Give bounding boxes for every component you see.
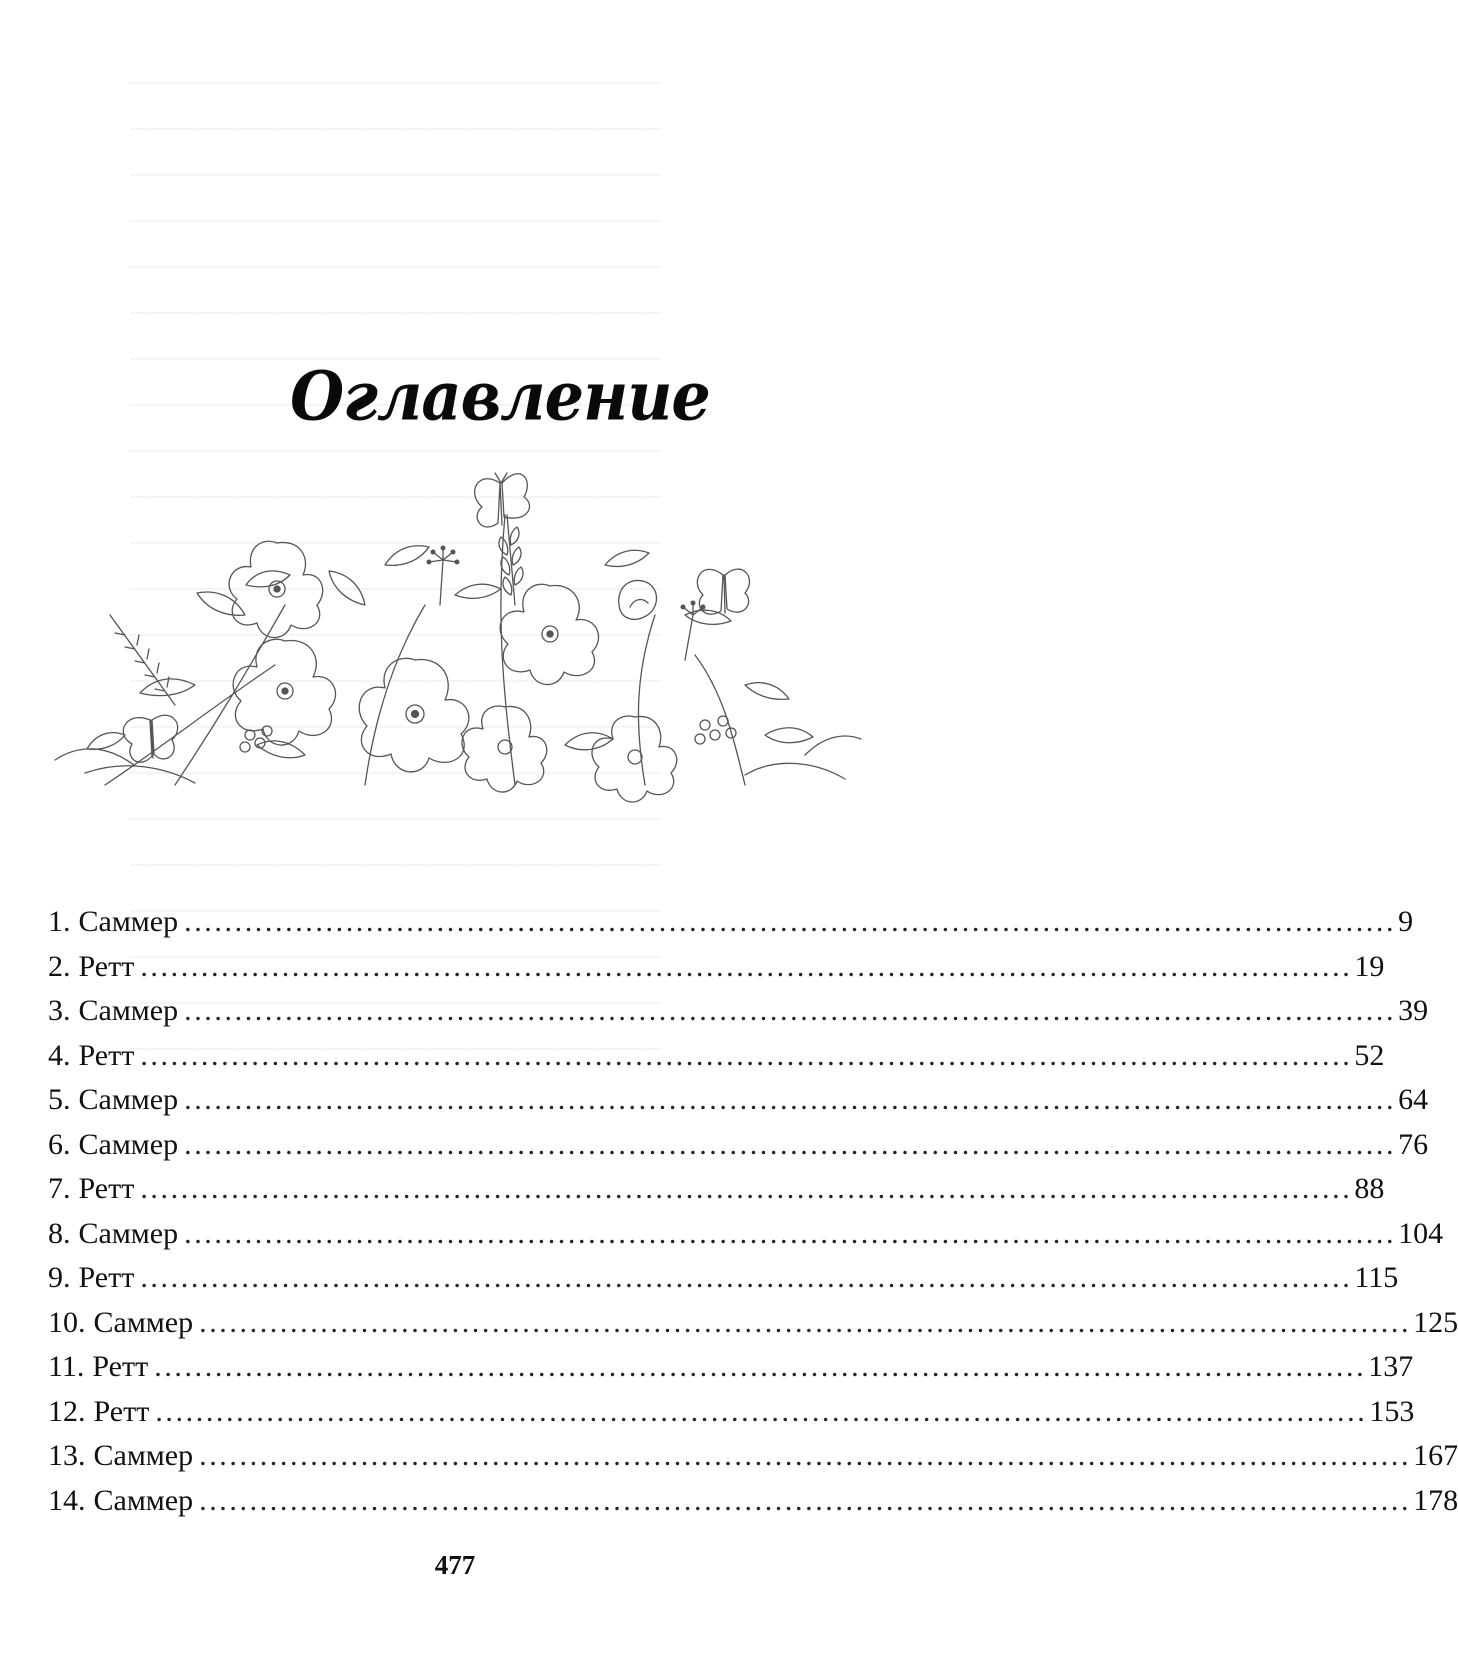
- toc-entry-title: Саммер: [78, 1083, 179, 1116]
- toc-entry: [48, 1439, 1458, 1484]
- dot-leader: ........................................................................................................................: [184, 994, 1397, 1027]
- dot-leader: ........................................................................................................................: [199, 1439, 1412, 1472]
- table-of-contents: [48, 905, 1458, 1528]
- dot-leader: ........................................................................................................................: [199, 1483, 1412, 1517]
- dot-leader: ........................................................................................................................: [184, 1127, 1397, 1161]
- toc-entry-number: 5.: [48, 1083, 71, 1116]
- toc-entry-title: Саммер: [78, 905, 179, 938]
- toc-entry-number: 7.: [48, 1172, 71, 1205]
- toc-entry-number: 1.: [48, 905, 71, 938]
- page-number: 477: [434, 1550, 476, 1580]
- dot-leader: ........................................................................................................................: [199, 1305, 1412, 1339]
- toc-entry-title: Ретт: [93, 1394, 150, 1428]
- toc-entry-number: 9.: [48, 1261, 71, 1294]
- toc-entry: [48, 905, 1414, 950]
- dot-leader: ........................................................................................................................: [140, 949, 1353, 983]
- toc-entry-page: 88: [1354, 1172, 1385, 1205]
- toc-entry-title: Саммер: [78, 1216, 179, 1250]
- toc-entry: [48, 1261, 1399, 1306]
- floral-illustration: [45, 455, 865, 830]
- dot-leader: ........................................................................................................................: [140, 1038, 1353, 1072]
- dot-leader: ........................................................................................................................: [184, 905, 1397, 938]
- dot-leader: ........................................................................................................................: [184, 1216, 1397, 1250]
- toc-entry: [48, 1216, 1444, 1262]
- toc-entry: [48, 1038, 1385, 1084]
- toc-entry-title: Ретт: [92, 1350, 149, 1383]
- toc-entry-number: 12.: [48, 1394, 86, 1428]
- toc-entry-title: Саммер: [78, 1127, 179, 1161]
- toc-entry-number: 8.: [48, 1216, 71, 1250]
- toc-entry-page: 137: [1368, 1350, 1414, 1383]
- toc-entry: [48, 1350, 1414, 1395]
- toc-entry-number: 13.: [48, 1439, 86, 1472]
- toc-entry-number: 10.: [48, 1305, 86, 1339]
- toc-entry: [48, 1305, 1458, 1351]
- toc-entry-page: 64: [1398, 1083, 1429, 1116]
- toc-entry-title: Ретт: [78, 1261, 135, 1294]
- toc-entry-title: Саммер: [93, 1483, 194, 1517]
- toc-entry-title: Ретт: [78, 1038, 135, 1072]
- toc-entry-number: 2.: [48, 949, 71, 983]
- toc-entry-number: 14.: [48, 1483, 86, 1517]
- toc-entry-page: 167: [1413, 1439, 1458, 1472]
- dot-leader: ........................................................................................................................: [154, 1350, 1367, 1383]
- toc-entry-title: Ретт: [78, 949, 135, 983]
- toc-entry-page: 115: [1354, 1261, 1399, 1294]
- toc-entry-page: 19: [1354, 949, 1385, 983]
- page-title: Оглавление: [290, 356, 710, 436]
- toc-entry: [48, 1172, 1385, 1217]
- toc-entry-page: 76: [1398, 1127, 1429, 1161]
- dot-leader: ........................................................................................................................: [140, 1172, 1353, 1205]
- toc-entry-title: Саммер: [93, 1439, 194, 1472]
- toc-entry: [48, 1083, 1429, 1128]
- toc-entry-title: Ретт: [78, 1172, 135, 1205]
- toc-entry-page: 39: [1398, 994, 1429, 1027]
- toc-entry: [48, 1483, 1458, 1529]
- dot-leader: ........................................................................................................................: [140, 1261, 1353, 1294]
- toc-entry-page: 9: [1398, 905, 1414, 938]
- toc-entry-page: 153: [1369, 1394, 1415, 1428]
- toc-entry: [48, 949, 1385, 995]
- toc-entry-page: 178: [1413, 1483, 1458, 1517]
- toc-entry-number: 6.: [48, 1127, 71, 1161]
- toc-entry-number: 11.: [48, 1350, 85, 1383]
- toc-entry: [48, 994, 1429, 1039]
- toc-entry: [48, 1394, 1415, 1440]
- toc-entry: [48, 1127, 1429, 1173]
- toc-entry-page: 125: [1413, 1305, 1458, 1339]
- toc-entry-title: Саммер: [93, 1305, 194, 1339]
- dot-leader: ........................................................................................................................: [155, 1394, 1368, 1428]
- toc-entry-page: 104: [1398, 1216, 1444, 1250]
- toc-entry-page: 52: [1354, 1038, 1385, 1072]
- toc-entry-number: 4.: [48, 1038, 71, 1072]
- dot-leader: ........................................................................................................................: [184, 1083, 1397, 1116]
- toc-entry-number: 3.: [48, 994, 71, 1027]
- toc-entry-title: Саммер: [78, 994, 179, 1027]
